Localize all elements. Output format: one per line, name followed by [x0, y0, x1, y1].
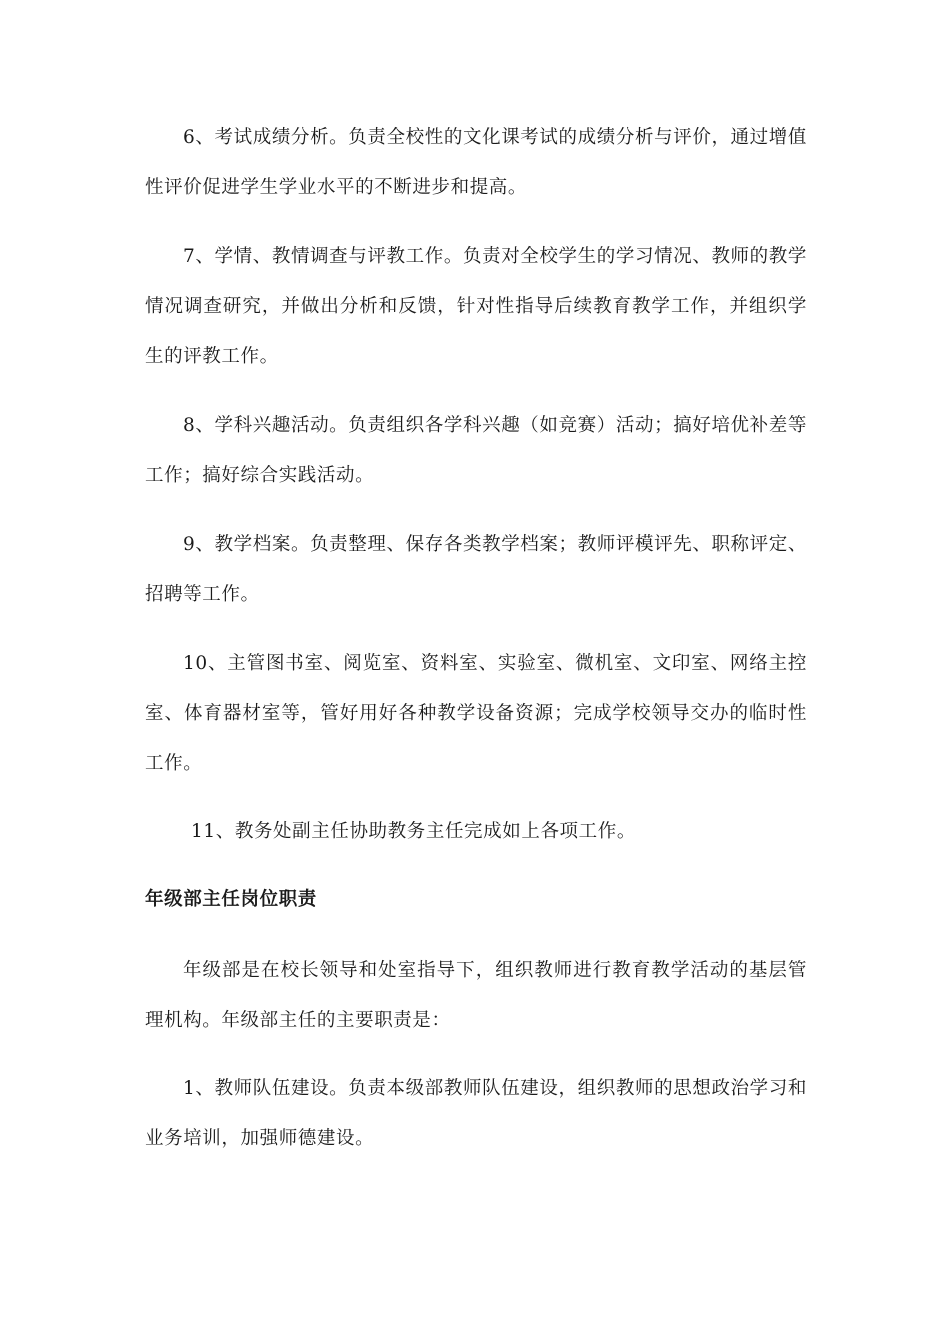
section-heading: 年级部主任岗位职责 [145, 889, 317, 910]
paragraph-item-11: 11、教务处副主任协助教务主任完成如上各项工作。 [191, 821, 636, 842]
paragraph-duty-1: 1、教师队伍建设。负责本级部教师队伍建设，组织教师的思想政治学习和业务培训，加强师德建设。 [145, 1078, 807, 1149]
paragraph-item-10: 10、主管图书室、阅览室、资料室、实验室、微机室、文印室、网络主控室、体育器材室等，管好用好各种教学设备资源；完成学校领导交办的临时性工作。 [145, 653, 807, 774]
paragraph-item-7: 7、学情、教情调查与评教工作。负责对全校学生的学习情况、教师的教学情况调查研究，并做出分析和反馈，针对性指导后续教育教学工作，并组织学生的评教工作。 [145, 246, 807, 367]
paragraph-item-9: 9、教学档案。负责整理、保存各类教学档案；教师评模评先、职称评定、招聘等工作。 [145, 534, 807, 605]
paragraph-intro: 年级部是在校长领导和处室指导下，组织教师进行教育教学活动的基层管理机构。年级部主任的主要职责是： [145, 960, 807, 1031]
paragraph-item-8: 8、学科兴趣活动。负责组织各学科兴趣（如竞赛）活动；搞好培优补差等工作；搞好综合实践活动。 [145, 415, 807, 486]
paragraph-item-6: 6、考试成绩分析。负责全校性的文化课考试的成绩分析与评价，通过增值性评价促进学生学业水平的不断进步和提高。 [145, 127, 807, 198]
